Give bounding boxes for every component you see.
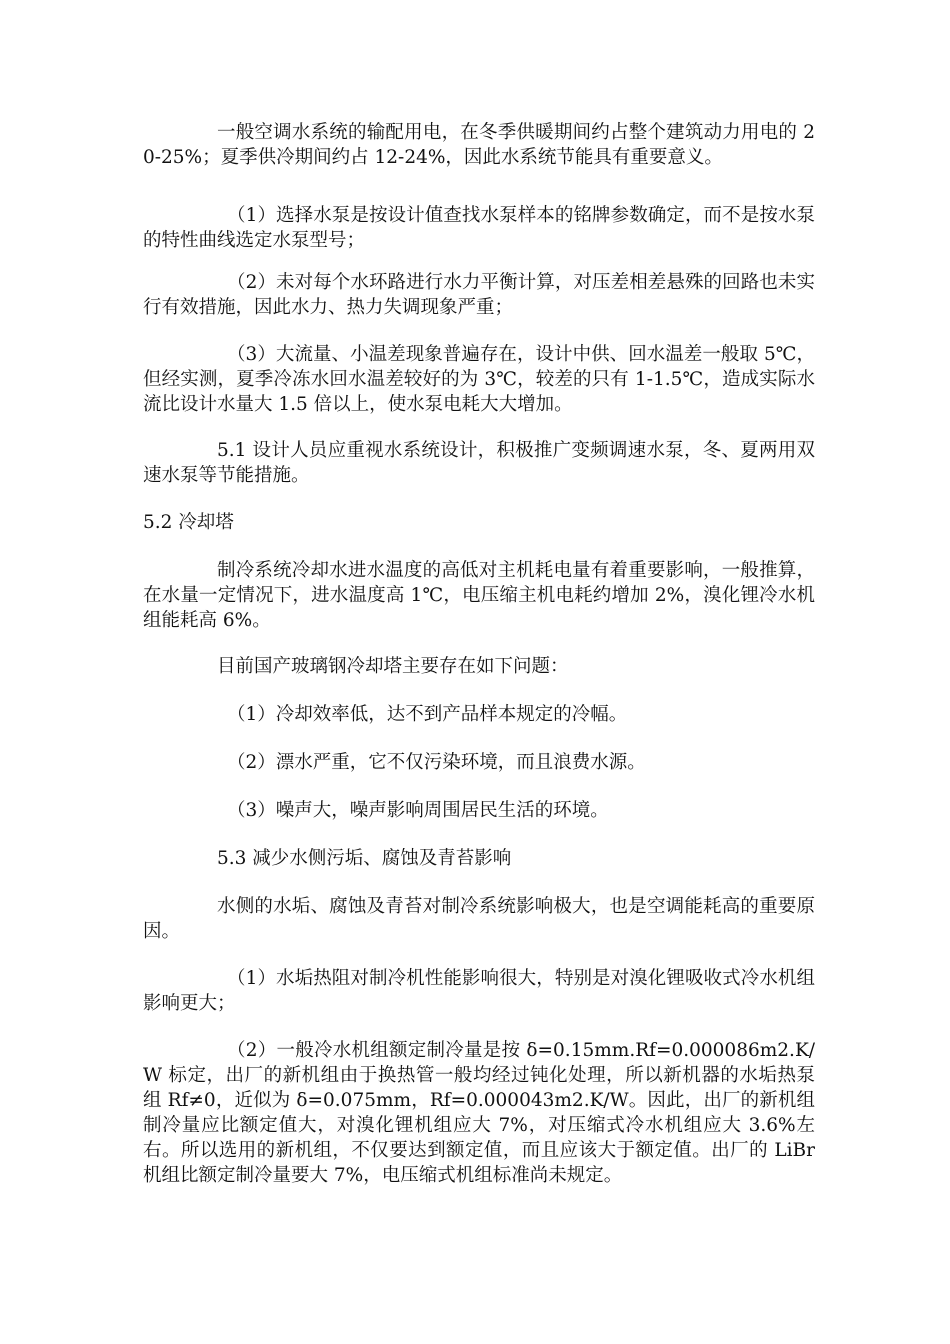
paragraph-scale-corrosion-impact: 水侧的水垢、腐蚀及青苔对制冷系统影响极大，也是空调能耗高的重要原因。 <box>143 896 815 942</box>
list-item-scale-thermal-resistance: （1）水垢热阻对制冷机性能影响很大，特别是对溴化锂吸收式冷水机组影响更大； <box>143 968 815 1014</box>
list-item-drift-water: （2）漂水严重，它不仅污染环境，而且浪费水源。 <box>227 752 646 773</box>
list-item-noise: （3）噪声大，噪声影响周围居民生活的环境。 <box>227 800 609 821</box>
paragraph-pump-selection: （1）选择水泵是按设计值查找水泵样本的铭牌参数确定，而不是按水泵的特性曲线选定水泵型号； <box>143 205 815 251</box>
heading-section-5-2: 5.2 冷却塔 <box>143 512 234 533</box>
list-item-cooling-efficiency: （1）冷却效率低，达不到产品样本规定的冷幅。 <box>227 704 628 725</box>
paragraph-water-system-power: 一般空调水系统的输配用电，在冬季供暖期间约占整个建筑动力用电的 20-25%；夏季供冷期间约占 12-24%，因此水系统节能具有重要意义。 <box>143 122 815 168</box>
heading-section-5-3: 5.3 减少水侧污垢、腐蚀及青苔影响 <box>217 848 512 869</box>
paragraph-cooling-tower-problems-intro: 目前国产玻璃钢冷却塔主要存在如下问题： <box>217 656 569 677</box>
paragraph-cooling-water-temperature: 制冷系统冷却水进水温度的高低对主机耗电量有着重要影响，一般推算，在水量一定情况下，进水温度高 1℃，电压缩主机电耗约增加 2%，溴化锂冷水机组能耗高 6%。 <box>143 560 815 631</box>
paragraph-section-5-1: 5.1 设计人员应重视水系统设计，积极推广变频调速水泵，冬、夏两用双速水泵等节能措施。 <box>143 440 815 486</box>
paragraph-flow-temperature-difference: （3）大流量、小温差现象普遍存在，设计中供、回水温差一般取 5℃，但经实测，夏季冷冻水回水温差较好的为 3℃，较差的只有 1-1.5℃，造成实际水流比设计水量大 1.5 倍以上，使水泵电耗大大增加。 <box>143 344 815 415</box>
paragraph-hydraulic-balance: （2）未对每个水环路进行水力平衡计算，对压差相差悬殊的回路也未实行有效措施，因此水力、热力失调现象严重； <box>143 272 815 318</box>
list-item-rated-cooling-capacity: （2）一般冷水机组额定制冷量是按 δ=0.15mm.Rf=0.000086m2.K/W 标定，出厂的新机组由于换热管一般均经过钝化处理，所以新机器的水垢热泵组 Rf≠0，近似为 δ=0.075mm，Rf=0.000043m2.K/W。因此，出厂的新机组制冷量应比额定值大，对溴化锂机组应大 7%，对压缩式冷水机组应大 3.6%左右。所以选用的新机组，不仅要达到额定值，而且应该大于额定值。出厂的 LiBr 机组比额定制冷量要大 7%，电压缩式机组标准尚未规定。 <box>143 1040 815 1186</box>
